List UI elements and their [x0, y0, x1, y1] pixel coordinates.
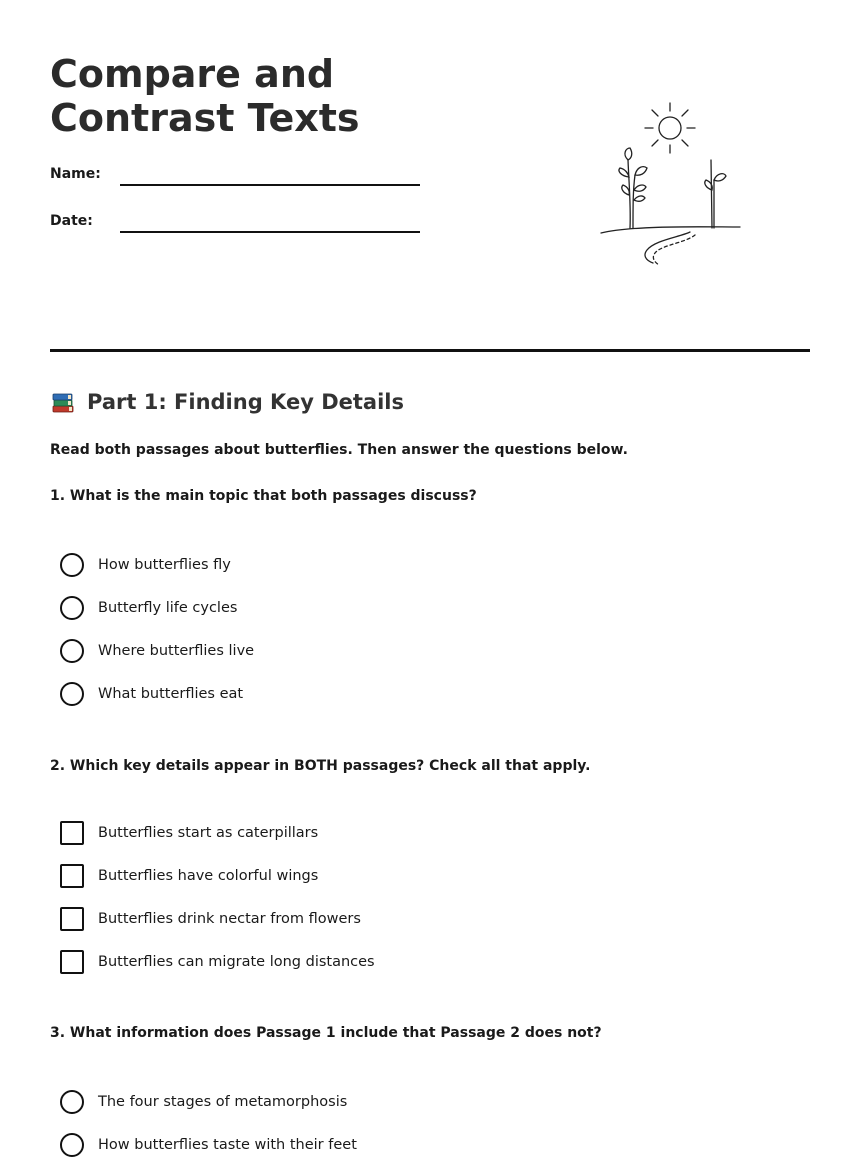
- q1-option[interactable]: [60, 639, 254, 663]
- option-label: Butterflies have colorful wings: [98, 868, 319, 884]
- sun-trees-path-illustration: [595, 95, 750, 275]
- option-label: Butterfly life cycles: [98, 600, 238, 616]
- option-label: What butterflies eat: [98, 686, 244, 702]
- checkbox[interactable]: [60, 907, 84, 931]
- name-field: [50, 166, 420, 182]
- option-label: Butterflies can migrate long distances: [98, 954, 375, 970]
- radio-button[interactable]: [60, 1090, 84, 1114]
- option-label: How butterflies fly: [98, 557, 231, 573]
- radio-button[interactable]: [60, 682, 84, 706]
- date-label: Date:: [50, 213, 93, 229]
- option-label: Butterflies start as caterpillars: [98, 825, 319, 841]
- q3-option[interactable]: [60, 1090, 347, 1114]
- q1-option[interactable]: [60, 682, 243, 706]
- q2-option[interactable]: [60, 950, 375, 974]
- part1-heading: [50, 389, 404, 415]
- radio-button[interactable]: [60, 553, 84, 577]
- checkbox[interactable]: [60, 821, 84, 845]
- part1-title: Part 1: Finding Key Details: [87, 390, 404, 414]
- option-label: Butterflies drink nectar from flowers: [98, 911, 361, 927]
- worksheet-title: Compare and Contrast Texts: [50, 52, 360, 140]
- q2-option[interactable]: [60, 864, 318, 888]
- date-input-line[interactable]: [120, 231, 420, 233]
- question-1-prompt: 1. What is the main topic that both passages discuss?: [50, 488, 477, 504]
- radio-button[interactable]: [60, 1133, 84, 1157]
- checkbox[interactable]: [60, 864, 84, 888]
- name-label: Name:: [50, 166, 101, 182]
- checkbox[interactable]: [60, 950, 84, 974]
- books-icon: [50, 389, 76, 415]
- instructions: Read both passages about butterflies. Then answer the questions below.: [50, 442, 628, 458]
- question-2-prompt: 2. Which key details appear in BOTH passages? Check all that apply.: [50, 758, 591, 774]
- section-divider: [50, 349, 810, 352]
- q3-option[interactable]: [60, 1133, 357, 1157]
- question-3-prompt: 3. What information does Passage 1 include that Passage 2 does not?: [50, 1025, 602, 1041]
- option-label: The four stages of metamorphosis: [98, 1094, 348, 1110]
- radio-button[interactable]: [60, 639, 84, 663]
- date-field: [50, 213, 420, 229]
- q1-option[interactable]: [60, 596, 237, 620]
- option-label: Where butterflies live: [98, 643, 255, 659]
- q2-option[interactable]: [60, 821, 318, 845]
- name-input-line[interactable]: [120, 184, 420, 186]
- q2-option[interactable]: [60, 907, 361, 931]
- q1-option[interactable]: [60, 553, 231, 577]
- option-label: How butterflies taste with their feet: [98, 1137, 357, 1153]
- radio-button[interactable]: [60, 596, 84, 620]
